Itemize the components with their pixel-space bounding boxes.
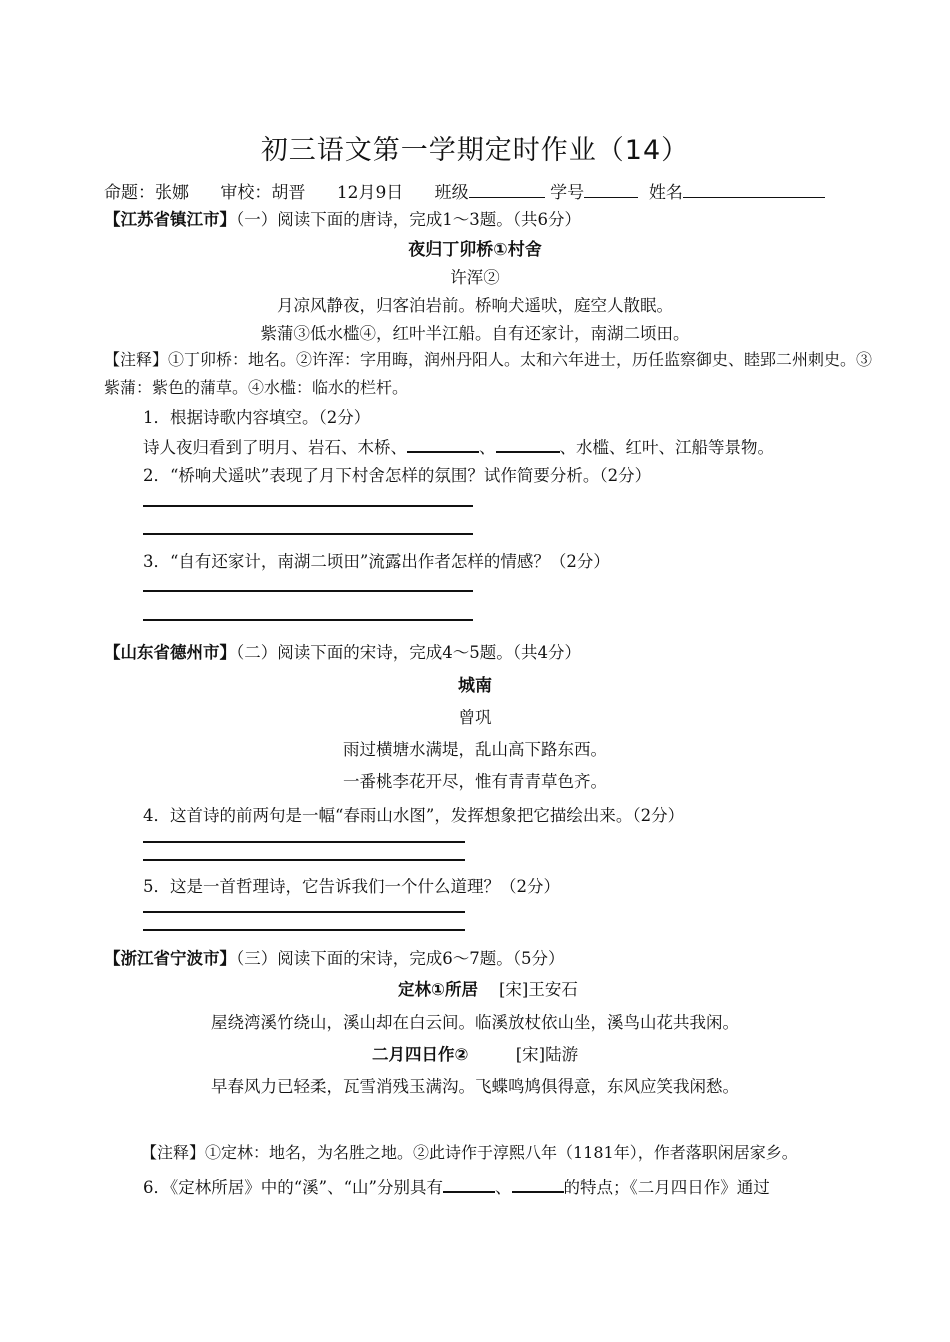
question-1-fill: 诗人夜归看到了明月、岩石、木桥、 、 、水槛、红叶、江船等景物。	[143, 434, 774, 458]
section2-source: 【山东省德州市】	[104, 643, 236, 662]
answer-line[interactable]	[143, 505, 473, 507]
author: 命题：张娜	[104, 183, 189, 203]
answer-line[interactable]	[143, 533, 473, 535]
poem3-line: 屋绕湾溪竹绕山，溪山却在白云间。临溪放杖依山坐，溪鸟山花共我闲。	[211, 1013, 739, 1032]
poem1-poet: 许浑②	[450, 268, 500, 287]
poem4-heading	[372, 1041, 578, 1065]
poem4-title: 二月四日作②	[372, 1045, 469, 1064]
answer-blank[interactable]	[512, 1175, 564, 1193]
reviewer: 审校：胡晋	[220, 183, 306, 203]
section3-instruction: （三）阅读下面的宋诗，完成6～7题。（5分）	[236, 949, 565, 968]
section3-source: 【浙江省宁波市】	[104, 949, 236, 968]
class-field[interactable]	[469, 181, 545, 198]
answer-blank[interactable]	[496, 435, 560, 453]
poem3-poet: [宋]王安石	[498, 980, 578, 999]
question-3: 3．“自有还家计，南湖二顷田”流露出作者怎样的情感？（2分）	[143, 552, 610, 571]
question-4: 4．这首诗的前两句是一幅“春雨山水图”，发挥想象把它描绘出来。（2分）	[143, 806, 685, 825]
answer-line[interactable]	[143, 911, 465, 913]
poem4-poet: [宋]陆游	[515, 1045, 579, 1064]
name-field[interactable]	[683, 181, 825, 198]
header-meta	[104, 178, 825, 203]
section3-note: 【注释】①定林：地名，为名胜之地。②此诗作于淳熙八年（1181年），作者落职闲居家乡。	[141, 1143, 798, 1162]
section1-instruction: （一）阅读下面的唐诗，完成1～3题。（共6分）	[236, 210, 581, 229]
date: 12月9日	[336, 183, 404, 203]
question-1: 1．根据诗歌内容填空。（2分）	[143, 408, 371, 427]
number-label: 学号	[550, 183, 585, 203]
answer-line[interactable]	[143, 590, 473, 592]
question-2: 2．“桥响犬遥吠”表现了月下村舍怎样的氛围？试作简要分析。（2分）	[143, 466, 652, 485]
question-5: 5．这是一首哲理诗，它告诉我们一个什么道理？（2分）	[143, 877, 560, 896]
answer-line[interactable]	[143, 619, 473, 621]
question-6: 6．《定林所居》中的“溪”、“山”分别具有 、 的特点；《二月四日作》通过	[143, 1174, 770, 1198]
poem3-title: 定林①所居	[398, 980, 478, 999]
answer-line[interactable]	[143, 841, 465, 843]
section2-heading	[104, 639, 581, 663]
section1-heading	[104, 206, 581, 230]
poem1-line: 月凉风静夜，归客泊岩前。桥响犬遥吠，庭空人散眠。	[277, 296, 673, 315]
answer-blank[interactable]	[407, 435, 479, 453]
poem2-line: 一番桃李花开尽，惟有青青草色齐。	[343, 772, 607, 791]
poem1-title: 夜归丁卯桥①村舍	[408, 240, 542, 260]
section3-heading	[104, 945, 565, 969]
number-field[interactable]	[584, 181, 638, 198]
answer-line[interactable]	[143, 859, 465, 861]
answer-blank[interactable]	[443, 1175, 495, 1193]
section2-instruction: （二）阅读下面的宋诗，完成4～5题。（共4分）	[236, 643, 581, 662]
class-label: 班级	[434, 183, 469, 203]
section1-note: 【注释】①丁卯桥：地名。②许浑：字用晦，润州丹阳人。太和六年进士，历任监察御史、睦郢二州刺史。③紫蒲：紫色的蒲草。④水槛：临水的栏杆。	[104, 350, 873, 397]
section1-source: 【江苏省镇江市】	[104, 210, 236, 229]
poem2-poet: 曾巩	[458, 708, 492, 727]
poem2-title: 城南	[458, 676, 492, 696]
name-label: 姓名	[648, 183, 683, 203]
poem1-line: 紫蒲③低水槛④，红叶半江船。自有还家计，南湖二顷田。	[260, 324, 690, 343]
answer-line[interactable]	[143, 929, 465, 931]
page-title: 初三语文第一学期定时作业（14）	[260, 135, 690, 166]
poem4-line: 早春风力已轻柔，瓦雪消残玉满沟。飞蝶鸣鸠俱得意，东风应笑我闲愁。	[211, 1077, 739, 1096]
poem2-line: 雨过横塘水满堤，乱山高下路东西。	[343, 740, 607, 759]
poem3-heading	[398, 976, 578, 1000]
